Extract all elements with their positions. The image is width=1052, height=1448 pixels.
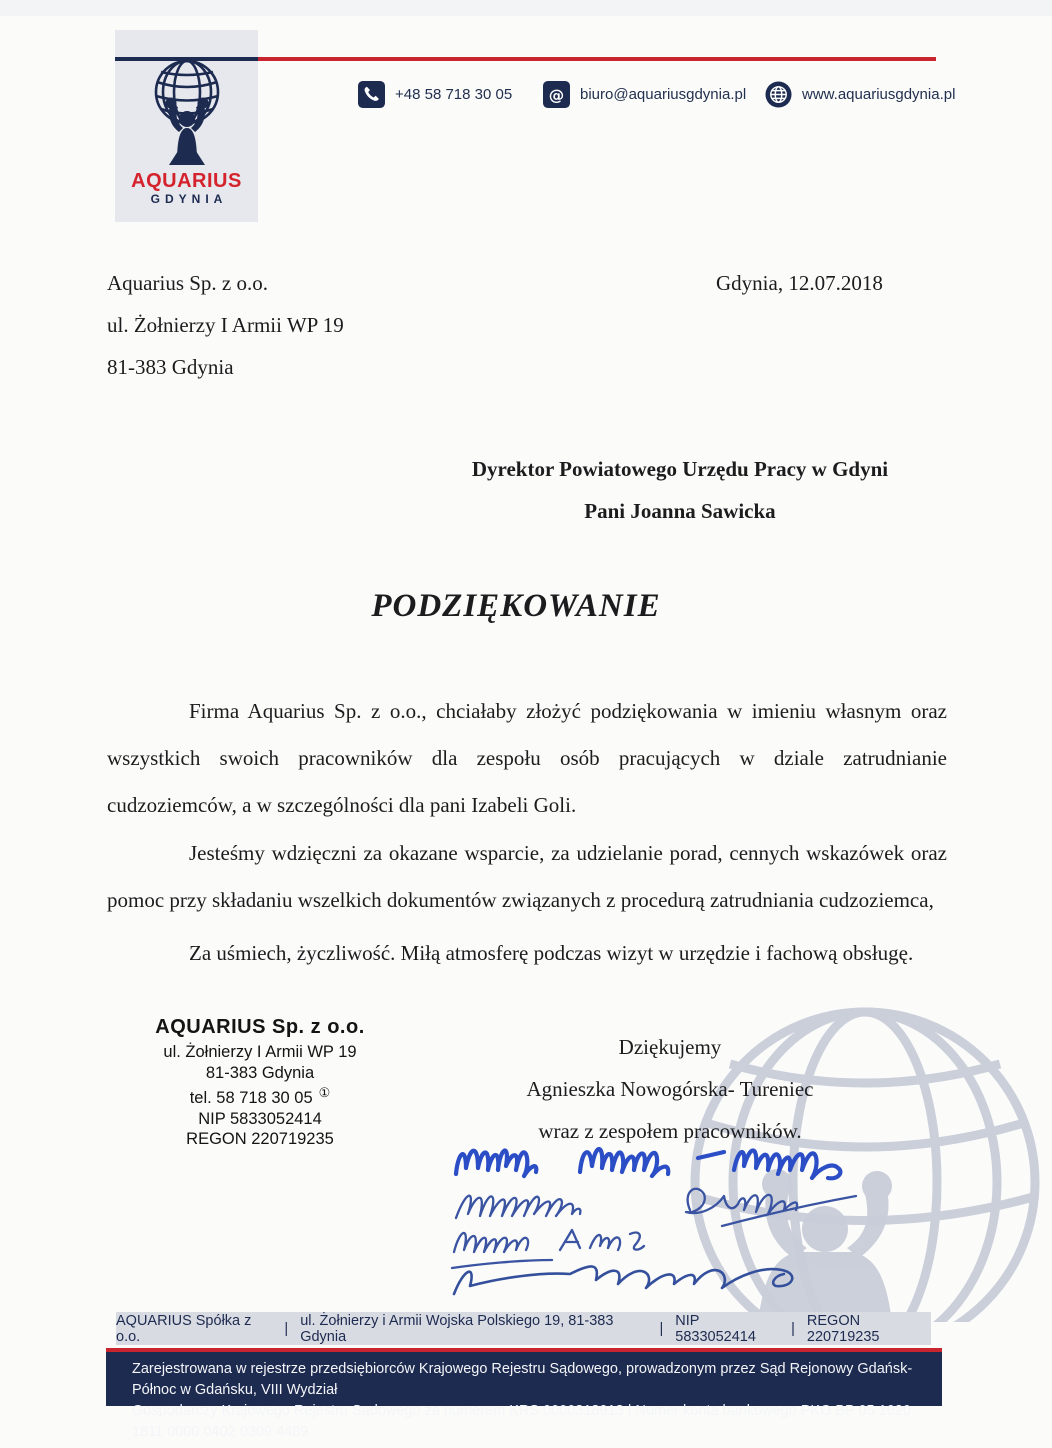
letter-date: Gdynia, 12.07.2018 — [716, 271, 883, 295]
body-paragraph: Firma Aquarius Sp. z o.o., chciałaby złożyć podziękowania w imieniu własnym oraz wszystkich swoich pracowników dla zespołu osób pracujących w dziale zatrudnianie cudzoziemców, a w szczególności dla pani Izabeli Goli. — [107, 699, 947, 817]
sender-line: ul. Żołnierzy I Armii WP 19 — [107, 313, 344, 337]
registration-line: Zarejestrowana w rejestrze przedsiębiorców Krajowego Rejestru Sądowego, prowadzonym przez Sąd Rejonowy Gdańsk- Północ w Gdańsku, VIII Wydział — [132, 1361, 913, 1398]
company-stamp — [130, 1016, 390, 1150]
contact-phone — [358, 80, 512, 108]
scan-artifact-strip — [0, 0, 1052, 16]
footer-divider: | — [791, 1320, 795, 1337]
recipient-block — [380, 448, 980, 532]
globe-icon — [765, 81, 792, 108]
recipient-line: Pani Joanna Sawicka — [584, 499, 776, 523]
stamp-line: ul. Żołnierzy I Armii WP 19 — [163, 1043, 357, 1061]
aquarius-atlas-globe-icon — [139, 52, 235, 172]
stamp-line: 81-383 Gdynia — [205, 1063, 315, 1082]
stamp-company-name: AQUARIUS Sp. z o.o. — [155, 1016, 365, 1038]
contact-email-text: biuro@aquariusgdynia.pl — [580, 85, 747, 103]
footer-registration-bar — [106, 1352, 942, 1440]
footer-info-bar — [116, 1312, 931, 1345]
footer-regon: REGON 220719235 — [806, 1312, 880, 1345]
sender-address — [107, 262, 344, 388]
sender-line: Aquarius Sp. z o.o. — [107, 271, 268, 295]
contact-phone-text: +48 58 718 30 05 — [395, 85, 513, 103]
footer-address: ul. Żołnierzy i Armii Wojska Polskiego 19, 81-383 Gdynia — [300, 1312, 614, 1345]
footer-company: AQUARIUS Spółka z o.o. — [116, 1312, 252, 1345]
body-paragraph: Za uśmiech, życzliwość. Miłą atmosferę podczas wizyt w urzędzie i fachową obsługę. — [189, 941, 914, 965]
logo-wordmark: AQUARIUS — [131, 170, 242, 192]
header-rule-red — [258, 57, 936, 61]
stamp-line-phone: tel. 58 718 30 05 ① — [189, 1085, 331, 1107]
sender-line: 81-383 Gdynia — [107, 355, 234, 379]
closing-line: wraz z zespołem pracowników. — [538, 1119, 802, 1143]
stamp-line: REGON 220719235 — [186, 1130, 334, 1148]
closing-line: Dziękujemy — [618, 1035, 722, 1059]
footer-divider: | — [284, 1320, 289, 1337]
footer-nip: NIP 5833052414 — [675, 1312, 756, 1345]
contact-website — [765, 80, 955, 108]
svg-text:@: @ — [548, 85, 565, 104]
registration-line: Gospodarczy Krajowego Rejestru Sądowego za numerem KRS 0000318913 | Numer konta bankowego PKO BP 05 1020 1811 0000 0402 0309 4489 — [132, 1403, 911, 1440]
letter-title: PODZIĘKOWANIE — [371, 588, 661, 624]
email-icon — [543, 81, 570, 108]
closing-line: Agnieszka Nowogórska- Tureniec — [526, 1077, 814, 1101]
stamp-circled-one-mark: ① — [318, 1085, 331, 1100]
recipient-line: Dyrektor Powiatowego Urzędu Pracy w Gdyni — [471, 457, 889, 481]
body-paragraph: Jesteśmy wdzięczni za okazane wsparcie, za udzielanie porad, cennych wskazówek oraz pomoc przy składaniu wszelkich dokumentów związanych z procedurą zatrudniania cudzoziemca, — [107, 841, 947, 912]
contact-email — [543, 80, 746, 108]
logo-city-label: GDYNIA — [150, 192, 228, 206]
stamp-line: NIP 5833052414 — [198, 1109, 322, 1128]
contact-website-text: www.aquariusgdynia.pl — [802, 85, 956, 103]
phone-icon — [358, 81, 385, 108]
footer-divider: | — [659, 1320, 664, 1337]
header-rule-navy — [115, 57, 258, 61]
handwritten-signatures — [440, 1122, 880, 1302]
